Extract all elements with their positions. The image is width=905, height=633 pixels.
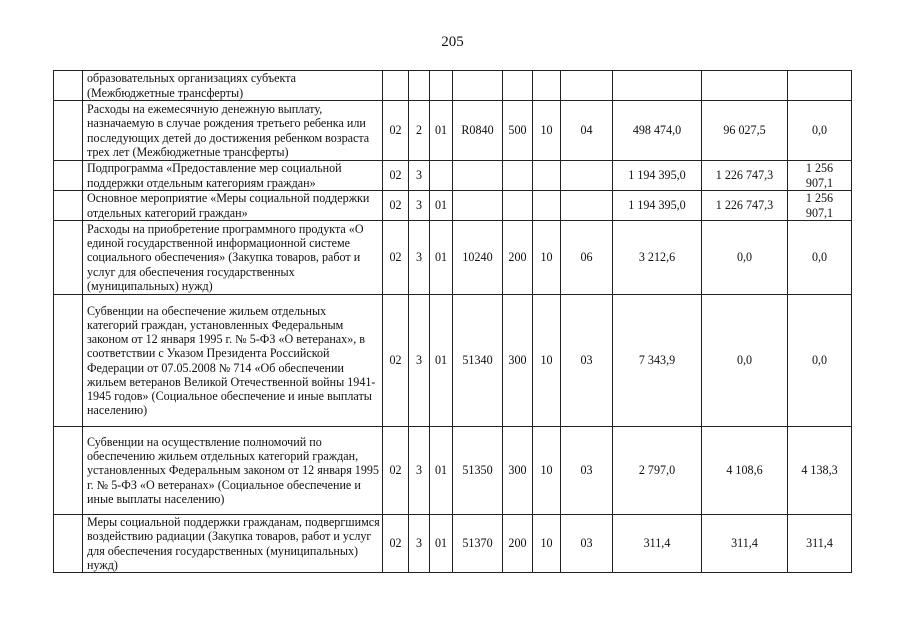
row-c5-cell (503, 191, 533, 221)
row-name-cell: Расходы на ежемесячную денежную выплату, назначаемую в случае рождения третьего ребенка или последующих детей до достижения ребенком возраста трех лет (Межбюджетные трансферты) (83, 101, 383, 161)
budget-table-body (54, 71, 852, 573)
row-blank-cell (54, 295, 83, 427)
row-v2-cell: 4 108,6 (702, 427, 788, 515)
row-c3-cell: 01 (430, 101, 453, 161)
row-c6-cell: 10 (533, 295, 561, 427)
row-blank-cell (54, 515, 83, 573)
row-c1-cell (383, 71, 409, 101)
row-c4-cell (453, 161, 503, 191)
row-v2-cell (702, 71, 788, 101)
row-v2-cell: 96 027,5 (702, 101, 788, 161)
row-v3-cell: 311,4 (788, 515, 852, 573)
row-c2-cell: 3 (409, 191, 430, 221)
row-c7-cell: 03 (561, 515, 613, 573)
row-c6-cell (533, 161, 561, 191)
row-c2-cell: 3 (409, 161, 430, 191)
row-c1-cell: 02 (383, 191, 409, 221)
row-c1-cell: 02 (383, 101, 409, 161)
row-blank-cell (54, 101, 83, 161)
row-blank-cell (54, 71, 83, 101)
row-v2-cell: 1 226 747,3 (702, 191, 788, 221)
row-c1-cell: 02 (383, 161, 409, 191)
row-v1-cell (613, 71, 702, 101)
row-c7-cell (561, 161, 613, 191)
row-v1-cell: 1 194 395,0 (613, 161, 702, 191)
row-v3-cell: 0,0 (788, 101, 852, 161)
table-row (54, 295, 852, 427)
row-name-cell: Субвенции на осуществление полномочий по обеспечению жильем отдельных категорий граждан, установленных Федеральным законом от 12 января 1995 г. № 5-ФЗ «О ветеранах» (Социальное обеспечение и иные выплаты населению) (83, 427, 383, 515)
row-c4-cell: 51370 (453, 515, 503, 573)
table-row (54, 101, 852, 161)
table-row (54, 71, 852, 101)
row-c1-cell: 02 (383, 427, 409, 515)
row-c4-cell: 51340 (453, 295, 503, 427)
row-v3-cell: 1 256 907,1 (788, 191, 852, 221)
row-c5-cell (503, 161, 533, 191)
row-v1-cell: 7 343,9 (613, 295, 702, 427)
row-c3-cell (430, 71, 453, 101)
row-v1-cell: 2 797,0 (613, 427, 702, 515)
table-row (54, 221, 852, 295)
row-c7-cell (561, 71, 613, 101)
row-c3-cell: 01 (430, 427, 453, 515)
row-name-cell: образовательных организациях субъекта (Межбюджетные трансферты) (83, 71, 383, 101)
row-c5-cell: 200 (503, 221, 533, 295)
page-number: 205 (441, 34, 464, 50)
row-c7-cell: 03 (561, 295, 613, 427)
row-name-cell: Меры социальной поддержки гражданам, подвергшимся воздействию радиации (Закупка товаров, работ и услуг для обеспечения государственных (муниципальных) нужд) (83, 515, 383, 573)
row-v1-cell: 498 474,0 (613, 101, 702, 161)
row-c3-cell: 01 (430, 191, 453, 221)
row-c6-cell: 10 (533, 221, 561, 295)
row-c1-cell: 02 (383, 295, 409, 427)
row-blank-cell (54, 161, 83, 191)
row-c4-cell: 51350 (453, 427, 503, 515)
row-v1-cell: 3 212,6 (613, 221, 702, 295)
row-v1-cell: 311,4 (613, 515, 702, 573)
row-name-cell: Субвенции на обеспечение жильем отдельных категорий граждан, установленных Федеральным законом от 12 января 1995 г. № 5-ФЗ «О ветеранах», в соответствии с Указом Президента Российской Федерации от 07.05.2008 № 714 «Об обеспечении жильем ветеранов Великой Отечественной войны 1941-1945 годов» (Социальное обеспечение и иные выплаты населению) (83, 295, 383, 427)
row-c4-cell: 10240 (453, 221, 503, 295)
row-c6-cell (533, 71, 561, 101)
row-c4-cell (453, 71, 503, 101)
row-c7-cell: 06 (561, 221, 613, 295)
row-c7-cell: 04 (561, 101, 613, 161)
row-blank-cell (54, 221, 83, 295)
row-c2-cell: 3 (409, 427, 430, 515)
row-c6-cell: 10 (533, 101, 561, 161)
row-c4-cell (453, 191, 503, 221)
row-c5-cell: 300 (503, 295, 533, 427)
row-c1-cell: 02 (383, 221, 409, 295)
row-c3-cell: 01 (430, 221, 453, 295)
row-c3-cell (430, 161, 453, 191)
row-name-cell: Подпрограмма «Предоставление мер социальной поддержки отдельным категориям граждан» (83, 161, 383, 191)
row-c5-cell (503, 71, 533, 101)
row-c2-cell: 3 (409, 221, 430, 295)
row-v3-cell: 1 256 907,1 (788, 161, 852, 191)
row-c1-cell: 02 (383, 515, 409, 573)
table-row (54, 515, 852, 573)
row-v3-cell: 0,0 (788, 295, 852, 427)
row-c2-cell (409, 71, 430, 101)
row-name-cell: Основное мероприятие «Меры социальной поддержки отдельных категорий граждан» (83, 191, 383, 221)
row-blank-cell (54, 191, 83, 221)
row-name-cell: Расходы на приобретение программного продукта «О единой государственной информационной системе социального обеспечения» (Закупка товаров, работ и услуг для обеспечения государственных (муниципальных) нужд) (83, 221, 383, 295)
row-v2-cell: 0,0 (702, 221, 788, 295)
row-v3-cell (788, 71, 852, 101)
row-blank-cell (54, 427, 83, 515)
row-v2-cell: 311,4 (702, 515, 788, 573)
row-c3-cell: 01 (430, 515, 453, 573)
row-c7-cell: 03 (561, 427, 613, 515)
row-c5-cell: 300 (503, 427, 533, 515)
table-row (54, 191, 852, 221)
row-v3-cell: 0,0 (788, 221, 852, 295)
row-v2-cell: 0,0 (702, 295, 788, 427)
table-row (54, 161, 852, 191)
row-c3-cell: 01 (430, 295, 453, 427)
row-c4-cell: R0840 (453, 101, 503, 161)
row-c6-cell (533, 191, 561, 221)
row-v3-cell: 4 138,3 (788, 427, 852, 515)
row-c2-cell: 3 (409, 295, 430, 427)
row-c5-cell: 500 (503, 101, 533, 161)
row-c7-cell (561, 191, 613, 221)
table-row (54, 427, 852, 515)
row-c6-cell: 10 (533, 427, 561, 515)
row-c2-cell: 2 (409, 101, 430, 161)
row-v2-cell: 1 226 747,3 (702, 161, 788, 191)
budget-table (53, 70, 852, 573)
row-c6-cell: 10 (533, 515, 561, 573)
row-c5-cell: 200 (503, 515, 533, 573)
row-c2-cell: 3 (409, 515, 430, 573)
row-v1-cell: 1 194 395,0 (613, 191, 702, 221)
